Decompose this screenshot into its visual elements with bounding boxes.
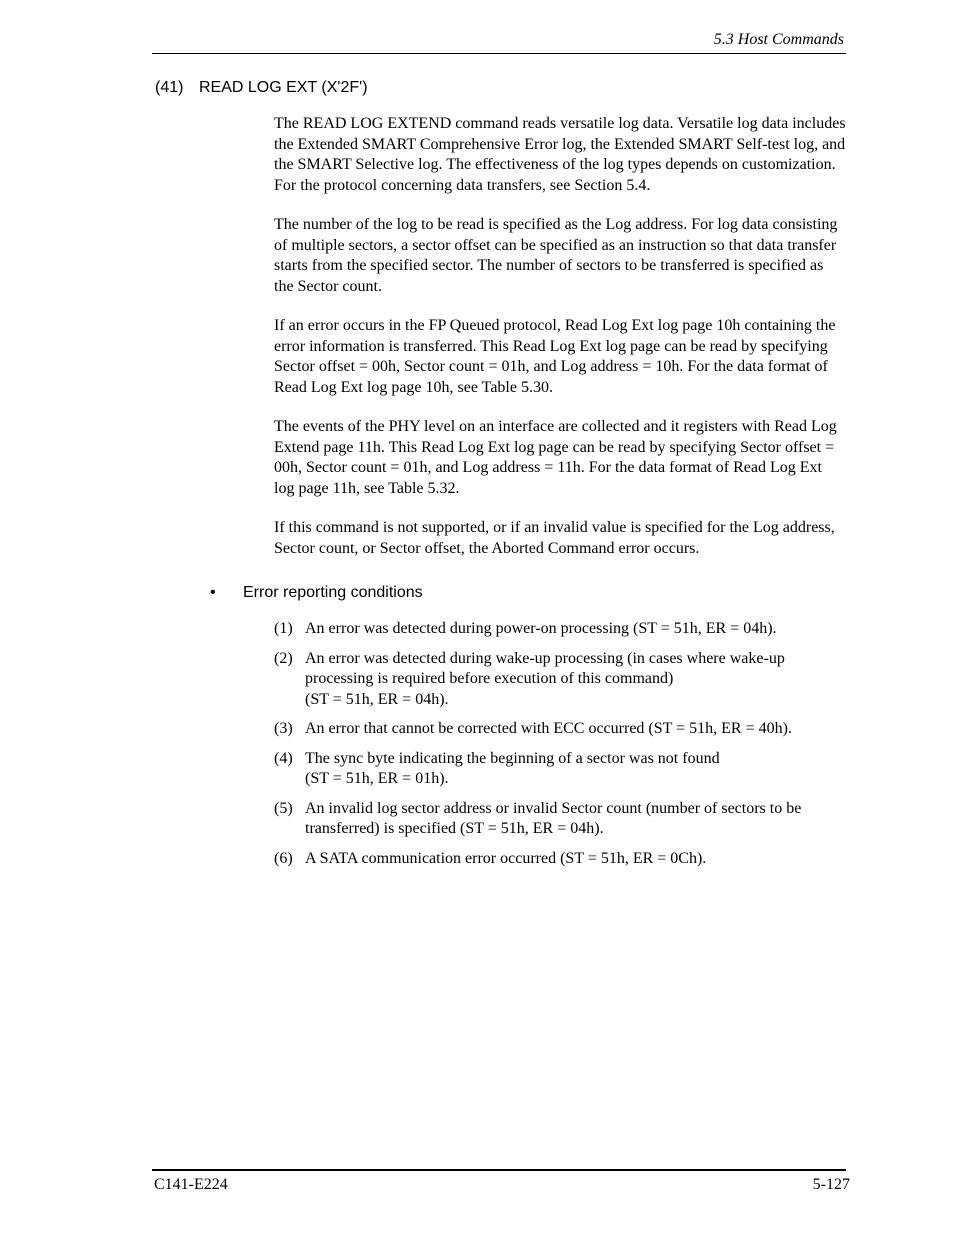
- item-text: A SATA communication error occurred (ST = 51h, ER = 0Ch).: [305, 849, 707, 867]
- paragraph: The READ LOG EXTEND command reads versatile log data. Versatile log data includes the Extended SMART Comprehensive Error log, the Extended SMART Self-test log, and the SMART Selective log. The effectiveness of the log types depends on customization. For the protocol concerning data transfers, see Section 5.4.: [274, 115, 846, 194]
- document-id: C141-E224: [154, 1176, 228, 1193]
- list-item: [274, 719, 846, 740]
- item-text: An error that cannot be corrected with ECC occurred (ST = 51h, ER = 40h).: [305, 720, 792, 737]
- item-number: (4): [274, 749, 293, 767]
- paragraph: The events of the PHY level on an interface are collected and it registers with Read Log Extend page 11h. This Read Log Ext log page can be read by specifying Sector offset = 00h, Sector count = 01h, and Log address = 11h. For the data format of Read Log Ext log page 11h, see Table 5.32.: [274, 418, 837, 497]
- item-text: [305, 649, 846, 711]
- bullet-heading: [210, 584, 423, 602]
- item-number: (3): [274, 720, 293, 737]
- item-text-status: (ST = 51h, ER = 01h).: [305, 770, 449, 787]
- item-text: [305, 749, 846, 790]
- footer-rule: [152, 1169, 846, 1171]
- running-header: 5.3 Host Commands: [713, 31, 844, 48]
- list-item: [274, 849, 846, 870]
- item-text: An error was detected during power-on processing (ST = 51h, ER = 04h).: [305, 620, 777, 637]
- item-text: An invalid log sector address or invalid Sector count (number of sectors to be transferred) is specified (ST = 51h, ER = 04h).: [305, 799, 802, 837]
- error-conditions-list: [274, 619, 846, 878]
- list-item: [274, 749, 846, 790]
- paragraph: If this command is not supported, or if an invalid value is specified for the Log address, Sector count, or Sector offset, the Aborted Command error occurs.: [274, 519, 835, 557]
- section-number: (41): [155, 79, 184, 96]
- list-item: [274, 619, 846, 640]
- bullet-icon: •: [210, 584, 216, 601]
- header-rule: [152, 53, 846, 54]
- item-number: (5): [274, 799, 293, 817]
- list-item: [274, 799, 846, 840]
- item-text-main: An error was detected during wake-up processing (in cases where wake-up processing is required before execution of this command): [305, 649, 785, 687]
- paragraph: The number of the log to be read is specified as the Log address. For log data consisting of multiple sectors, a sector offset can be specified as an instruction so that data transfer starts from the specified sector. The number of sectors to be transferred is specified as the Sector count.: [274, 216, 838, 295]
- section-title: READ LOG EXT (X'2F'): [199, 79, 368, 96]
- item-number: (1): [274, 620, 293, 637]
- section-heading: [155, 79, 368, 97]
- paragraph: If an error occurs in the FP Queued protocol, Read Log Ext log page 10h containing the error information is transferred. This Read Log Ext log page can be read by specifying Sector offset = 00h, Sector count = 01h, and Log address = 10h. For the data format of Read Log Ext log page 10h, see Table 5.30.: [274, 317, 836, 396]
- item-text-status: (ST = 51h, ER = 04h).: [305, 690, 449, 708]
- bullet-label: Error reporting conditions: [243, 584, 423, 601]
- item-text-main: The sync byte indicating the beginning of a sector was not found: [305, 749, 720, 767]
- list-item: [274, 649, 846, 711]
- item-number: (2): [274, 649, 293, 667]
- page-number: 5-127: [812, 1176, 850, 1193]
- body-text: [274, 114, 846, 578]
- item-number: (6): [274, 849, 293, 867]
